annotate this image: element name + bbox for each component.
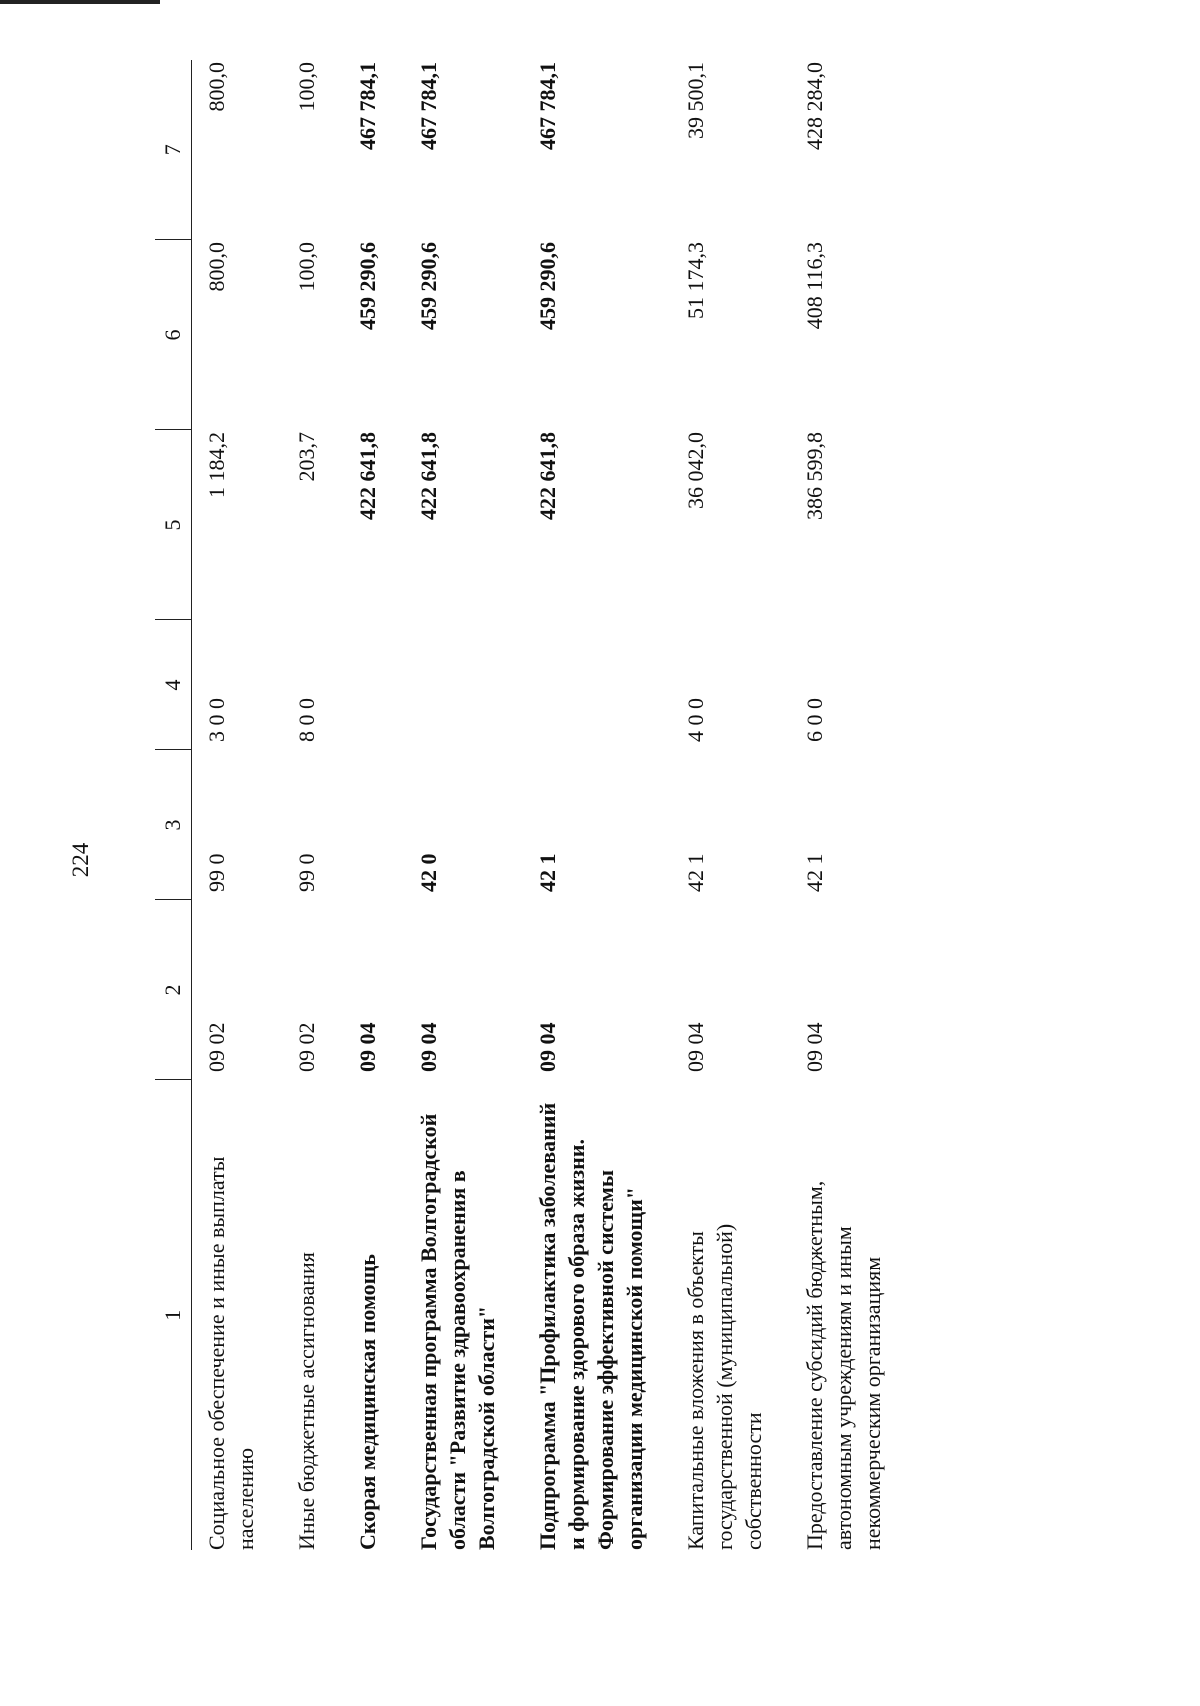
page-number: 224 [68, 842, 93, 878]
row-name: Подпрограмма "Профилактика заболеваний и формирование здорового образа жизни. Формирование эффективной системы организации медицинской помощи" [535, 1102, 647, 1550]
row-section-code: 09 04 [683, 1022, 708, 1072]
row-target-code [343, 750, 404, 900]
column-header: 7 [155, 60, 192, 240]
row-section-code: 09 04 [535, 1022, 560, 1072]
row-value-col5: 422 641,8 [416, 432, 441, 520]
row-value-col7: 428 284,0 [802, 62, 827, 150]
column-header: 1 [155, 1080, 192, 1550]
row-value-col7: 39 500,1 [683, 62, 708, 139]
row-value-col5: 36 042,0 [683, 432, 708, 509]
row-section-code: 09 04 [355, 1022, 380, 1072]
row-value-col6: 459 290,6 [355, 242, 380, 330]
column-header: 4 [155, 620, 192, 750]
row-value-col5: 422 641,8 [355, 432, 380, 520]
row-target-code: 42 1 [802, 853, 827, 892]
row-value-col6: 408 116,3 [802, 242, 827, 330]
row-section-code: 09 02 [204, 1022, 229, 1072]
table-row [523, 60, 671, 1550]
row-section-code: 09 04 [802, 1022, 827, 1072]
row-expense-type [404, 620, 523, 750]
row-expense-type: 6 0 0 [802, 698, 827, 742]
table-row [671, 60, 790, 1550]
header-row [155, 60, 192, 1550]
row-section-code: 09 04 [416, 1022, 441, 1072]
row-value-col7: 800,0 [204, 62, 229, 112]
row-value-col7: 467 784,1 [535, 62, 560, 150]
table-row [282, 60, 343, 1550]
row-expense-type: 3 0 0 [204, 698, 229, 742]
row-value-col5: 1 184,2 [204, 432, 229, 498]
row-value-col5: 422 641,8 [535, 432, 560, 520]
row-value-col5: 203,7 [294, 432, 319, 482]
row-value-col5: 386 599,8 [802, 432, 827, 520]
row-name: Предоставление субсидий бюджетным, автономным учреждениям и иным некоммерческим организациям [802, 1180, 885, 1550]
column-header: 2 [155, 900, 192, 1080]
row-expense-type [523, 620, 671, 750]
row-expense-type: 8 0 0 [294, 698, 319, 742]
row-target-code: 42 1 [683, 853, 708, 892]
row-target-code: 42 0 [416, 853, 441, 892]
row-name: Капитальные вложения в объекты государственной (муниципальной) собственности [683, 1223, 766, 1550]
row-value-col7: 100,0 [294, 62, 319, 112]
row-name: Государственная программа Волгоградской области "Развитие здравоохранения в Волгоградской области" [416, 1113, 499, 1550]
row-value-col6: 459 290,6 [416, 242, 441, 330]
row-value-col7: 467 784,1 [355, 62, 380, 150]
row-target-code: 99 0 [204, 853, 229, 892]
row-name: Скорая медицинская помощь [355, 1254, 380, 1550]
row-name: Иные бюджетные ассигнования [294, 1252, 319, 1550]
table-row [790, 60, 909, 1550]
row-value-col6: 100,0 [294, 242, 319, 292]
table-row [404, 60, 523, 1550]
row-expense-type [343, 620, 404, 750]
row-value-col6: 459 290,6 [535, 242, 560, 330]
row-target-code: 42 1 [535, 853, 560, 892]
scan-edge-line [0, 0, 160, 4]
row-value-col7: 467 784,1 [416, 62, 441, 150]
rotated-page [20, 40, 1180, 1680]
column-header: 3 [155, 750, 192, 900]
table-body [192, 60, 910, 1550]
table-row [343, 60, 404, 1550]
row-expense-type: 4 0 0 [683, 698, 708, 742]
row-name: Социальное обеспечение и иные выплаты населению [204, 1156, 258, 1550]
column-header: 6 [155, 240, 192, 430]
table-row [192, 60, 283, 1550]
budget-table [155, 60, 909, 1550]
row-section-code: 09 02 [294, 1022, 319, 1072]
row-value-col6: 51 174,3 [683, 242, 708, 319]
column-header: 5 [155, 430, 192, 620]
row-target-code: 99 0 [294, 853, 319, 892]
row-value-col6: 800,0 [204, 242, 229, 292]
